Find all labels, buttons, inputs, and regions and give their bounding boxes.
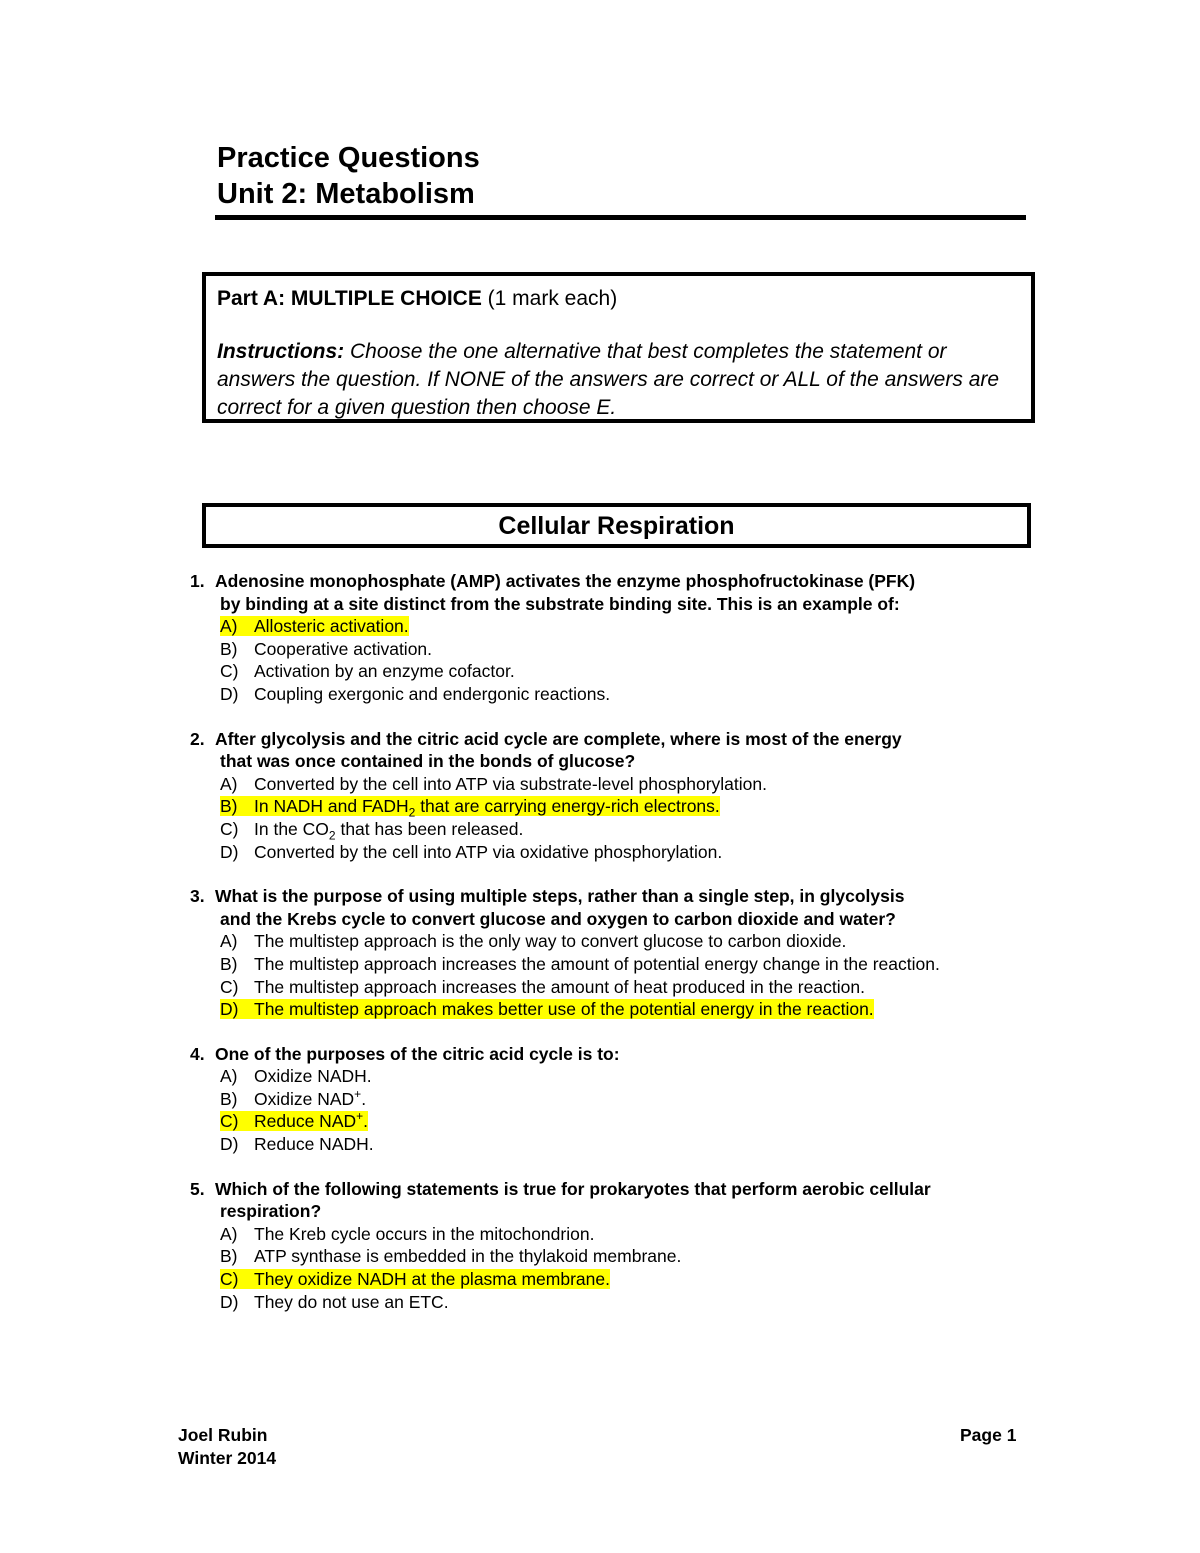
answer-letter: B) <box>220 796 238 817</box>
answer-text: ATP synthase is embedded in the thylakoid membrane. <box>254 1246 682 1267</box>
question-stem-line <box>190 728 1090 751</box>
footer-author: Joel Rubin <box>178 1425 268 1445</box>
answer-option <box>220 818 1090 841</box>
highlighted-correct-answer <box>220 796 720 820</box>
answer-option <box>220 976 1090 999</box>
answer-letter: D) <box>220 841 239 862</box>
answer-option <box>220 841 1090 864</box>
question-stem-line <box>190 1043 1090 1066</box>
answer-option <box>220 1291 1090 1314</box>
answer-text: Oxidize NAD <box>254 1088 355 1109</box>
answer-text: Oxidize NADH. <box>254 1066 372 1087</box>
answer-options <box>190 930 1090 1020</box>
answer-content <box>220 1066 372 1086</box>
question-stem <box>190 885 1090 930</box>
answer-text: In NADH and FADH <box>254 796 409 817</box>
section-heading: Cellular Respiration <box>202 503 1031 548</box>
answer-text: Cooperative activation. <box>254 638 433 659</box>
question-number: 5. <box>190 1178 205 1199</box>
answer-option <box>220 660 1090 683</box>
answer-text: Activation by an enzyme cofactor. <box>254 661 515 682</box>
question-text-continued: and the Krebs cycle to convert glucose and oxygen to carbon dioxide and water? <box>220 908 896 929</box>
question-text: Which of the following statements is true for prokaryotes that perform aerobic cellular <box>215 1178 931 1199</box>
instructions-label: Instructions: <box>217 340 345 363</box>
question-stem <box>190 728 1090 773</box>
answer-letter: C) <box>220 1111 239 1132</box>
answer-options <box>190 615 1090 705</box>
title-line-2: Unit 2: Metabolism <box>217 178 475 210</box>
footer-author-block <box>178 1424 276 1470</box>
answer-content <box>220 931 846 951</box>
answer-letter: D) <box>220 1134 239 1155</box>
question-2 <box>190 728 1090 864</box>
answer-content <box>220 842 722 862</box>
answer-option <box>220 795 1090 818</box>
answer-option <box>220 1088 1090 1111</box>
answer-letter: C) <box>220 976 239 997</box>
answer-letter: B) <box>220 638 238 659</box>
question-stem <box>190 1043 1090 1066</box>
answer-option <box>220 1065 1090 1088</box>
answer-text-end: that are carrying energy-rich electrons. <box>415 796 720 817</box>
subscript: 2 <box>408 805 416 820</box>
instructions-text: Choose the one alternative that best completes the statement or answers the question. If NONE of the answers are correct or ALL of the answers are correct for a given question then choose E. <box>217 340 1000 419</box>
answer-option <box>220 1133 1090 1156</box>
answer-text: Converted by the cell into ATP via substrate-level phosphorylation. <box>254 773 767 794</box>
answer-letter: B) <box>220 1246 238 1267</box>
answer-content <box>220 1224 594 1244</box>
answer-option <box>220 615 1090 638</box>
answer-letter: A) <box>220 616 238 637</box>
answer-text: In the CO <box>254 818 329 839</box>
question-stem-line <box>190 1178 1090 1201</box>
answer-text: The multistep approach increases the amount of heat produced in the reaction. <box>254 976 865 997</box>
answer-option <box>220 998 1090 1021</box>
answer-option <box>220 773 1090 796</box>
answer-letter: A) <box>220 1223 238 1244</box>
answer-text-end: . <box>363 1111 369 1132</box>
answer-option <box>220 930 1090 953</box>
answer-text: The multistep approach increases the amount of potential energy change in the reaction. <box>254 953 940 974</box>
answer-text: Allosteric activation. <box>254 616 409 637</box>
answer-content <box>220 684 610 704</box>
subscript: 2 <box>328 828 336 843</box>
answer-option <box>220 1223 1090 1246</box>
question-text: Adenosine monophosphate (AMP) activates the enzyme phosphofructokinase (PFK) <box>215 571 916 591</box>
question-number: 2. <box>190 728 205 749</box>
answer-text: They do not use an ETC. <box>254 1291 449 1312</box>
answer-letter: A) <box>220 773 238 794</box>
answer-letter: C) <box>220 818 239 839</box>
answer-text: They oxidize NADH at the plasma membrane. <box>254 1269 610 1290</box>
question-text: What is the purpose of using multiple steps, rather than a single step, in glycolysis <box>215 886 905 907</box>
answer-content <box>220 661 515 681</box>
answer-options <box>190 1223 1090 1313</box>
question-number: 1. <box>190 571 205 591</box>
answer-content <box>220 639 432 659</box>
superscript: + <box>354 1087 362 1102</box>
question-text-continued: respiration? <box>220 1201 322 1222</box>
answer-content <box>220 954 940 974</box>
question-stem-line <box>190 570 1090 593</box>
answer-text: Coupling exergonic and endergonic reactions. <box>254 683 611 704</box>
question-3 <box>190 885 1090 1021</box>
part-a-heading <box>217 286 1011 312</box>
answer-option <box>220 638 1090 661</box>
question-list <box>190 570 1090 1335</box>
part-a-instructions-box <box>202 272 1035 423</box>
question-1 <box>190 570 1090 706</box>
answer-letter: C) <box>220 661 239 682</box>
question-number: 4. <box>190 1043 205 1064</box>
highlighted-correct-answer <box>220 999 874 1019</box>
answer-options <box>190 773 1090 863</box>
question-text-continued: by binding at a site distinct from the substrate binding site. This is an example of: <box>220 593 900 614</box>
answer-text: The multistep approach makes better use of the potential energy in the reaction. <box>254 999 874 1020</box>
title-line-1: Practice Questions <box>217 142 480 174</box>
answer-letter: D) <box>220 683 239 704</box>
answer-option <box>220 1245 1090 1268</box>
question-4 <box>190 1043 1090 1156</box>
answer-letter: A) <box>220 931 238 952</box>
answer-text-end: that has been released. <box>335 818 524 839</box>
document-title <box>217 140 480 212</box>
superscript: + <box>356 1109 364 1124</box>
footer-term: Winter 2014 <box>178 1448 277 1468</box>
question-stem <box>190 570 1090 615</box>
part-a-marks: (1 mark each) <box>481 287 618 310</box>
answer-content <box>220 1292 449 1312</box>
answer-text: The multistep approach is the only way to convert glucose to carbon dioxide. <box>254 931 847 952</box>
answer-text: Reduce NADH. <box>254 1134 374 1155</box>
question-5 <box>190 1178 1090 1314</box>
answer-text: The Kreb cycle occurs in the mitochondrion. <box>254 1223 595 1244</box>
answer-option <box>220 1110 1090 1133</box>
answer-options <box>190 1065 1090 1155</box>
answer-content <box>220 1246 681 1266</box>
answer-letter: B) <box>220 1088 238 1109</box>
answer-text-end: . <box>361 1088 367 1109</box>
highlighted-correct-answer <box>220 1111 368 1131</box>
answer-option <box>220 953 1090 976</box>
footer-page-number: Page 1 <box>960 1425 1017 1445</box>
part-a-title: Part A: MULTIPLE CHOICE <box>217 287 482 310</box>
answer-letter: D) <box>220 1291 239 1312</box>
answer-content <box>220 1089 366 1109</box>
question-text: One of the purposes of the citric acid cycle is to: <box>215 1043 620 1064</box>
answer-option <box>220 683 1090 706</box>
question-number: 3. <box>190 886 205 907</box>
highlighted-correct-answer <box>220 616 409 636</box>
answer-text: Reduce NAD <box>254 1111 357 1132</box>
question-stem <box>190 1178 1090 1223</box>
answer-letter: C) <box>220 1269 239 1290</box>
answer-content <box>220 818 524 843</box>
answer-text: Converted by the cell into ATP via oxidative phosphorylation. <box>254 841 723 862</box>
highlighted-correct-answer <box>220 1269 610 1289</box>
answer-letter: B) <box>220 953 238 974</box>
answer-option <box>220 1268 1090 1291</box>
answer-letter: D) <box>220 999 239 1020</box>
question-text: After glycolysis and the citric acid cycle are complete, where is most of the energy <box>215 728 902 749</box>
answer-content <box>220 977 865 997</box>
answer-content <box>220 774 767 794</box>
title-divider <box>215 215 1026 220</box>
question-stem-line <box>190 885 1090 908</box>
question-text-continued: that was once contained in the bonds of glucose? <box>220 751 636 772</box>
instructions <box>217 338 1011 422</box>
answer-content <box>220 1134 374 1154</box>
answer-letter: A) <box>220 1066 238 1087</box>
